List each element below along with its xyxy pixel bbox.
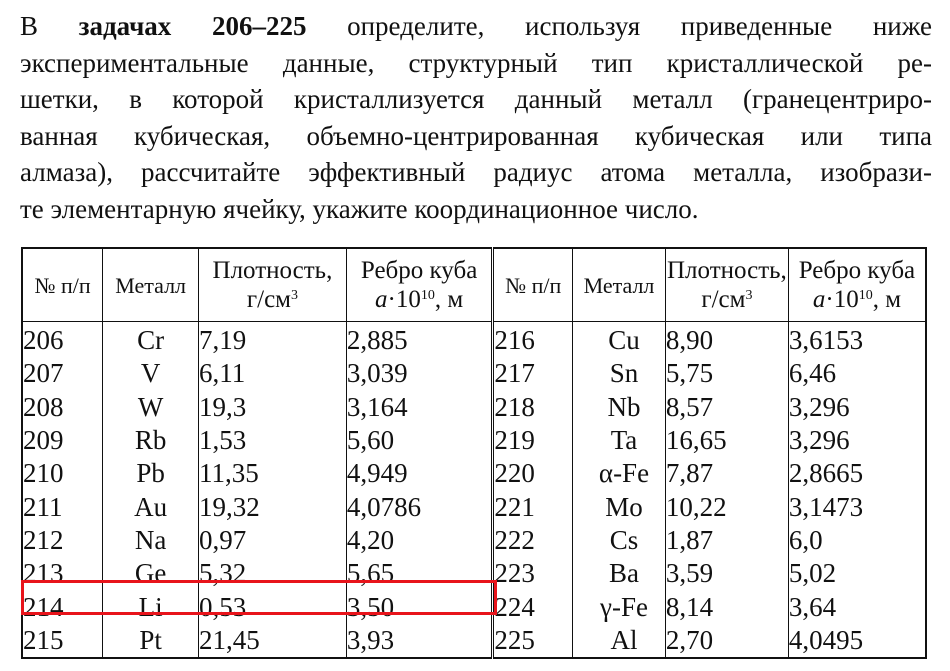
table-row: [22, 391, 926, 424]
edge-cell: 3,296: [788, 391, 926, 424]
density-cell: 1,53: [199, 424, 347, 457]
edge-cell: 4,949: [346, 457, 493, 490]
row-number: 216: [493, 322, 573, 358]
edge-cell: 4,20: [346, 524, 493, 557]
metal-cell: Au: [103, 490, 199, 523]
density-cell: 8,90: [665, 322, 788, 358]
density-cell: 19,32: [199, 490, 347, 523]
metal-cell: Pb: [103, 457, 199, 490]
paragraph-line: экспериментальные данные, структурный тип кристаллической ре-: [20, 47, 932, 78]
metal-cell: α-Fe: [573, 457, 666, 490]
density-cell: 0,97: [199, 524, 347, 557]
edge-cell: 5,02: [788, 557, 926, 590]
density-cell: 6,11: [199, 357, 347, 390]
header-metal: Металл: [103, 248, 199, 322]
edge-cell: 5,60: [346, 424, 493, 457]
header-num: № п/п: [22, 248, 103, 322]
task-paragraph: [20, 8, 932, 227]
row-number: 212: [22, 524, 103, 557]
metal-cell: Sn: [573, 357, 666, 390]
metal-cell: Cs: [573, 524, 666, 557]
edge-cell: 3,50: [346, 590, 493, 623]
metal-cell: V: [103, 357, 199, 390]
row-number: 223: [493, 557, 573, 590]
table-header-row: [22, 248, 926, 322]
paragraph-line: шетки, в которой кристаллизуется данный металл (гранецентриро-: [20, 84, 932, 114]
density-cell: 0,53: [199, 590, 347, 623]
row-number: 215: [22, 624, 103, 658]
table-row: [22, 457, 926, 490]
edge-cell: 4,0495: [788, 624, 926, 658]
header-density: Плотность, $г/см^3$: [665, 248, 788, 322]
row-number: 219: [493, 424, 573, 457]
table-row: [22, 357, 926, 390]
header-metal: Металл: [573, 248, 666, 322]
density-cell: 7,19: [199, 322, 347, 358]
density-cell: 8,14: [665, 590, 788, 623]
density-cell: 8,57: [665, 391, 788, 424]
edge-cell: 3,039: [346, 357, 493, 390]
paragraph-line: ванная кубическая, объемно-центрированная кубическая или типа: [20, 120, 932, 151]
row-number: 224: [493, 590, 573, 623]
edge-cell: 3,6153: [788, 322, 926, 358]
density-cell: 3,59: [665, 557, 788, 590]
density-cell: 21,45: [199, 624, 347, 658]
row-number: 220: [493, 457, 573, 490]
edge-cell: 3,64: [788, 590, 926, 623]
metal-cell: Pt: [103, 624, 199, 658]
row-number: 213: [22, 557, 103, 590]
density-cell: 5,75: [665, 357, 788, 390]
row-number: 218: [493, 391, 573, 424]
metal-cell: Nb: [573, 391, 666, 424]
table-row: [22, 524, 926, 557]
edge-cell: 2,885: [346, 322, 493, 358]
edge-cell: 3,296: [788, 424, 926, 457]
row-number: 210: [22, 457, 103, 490]
metal-cell: Rb: [103, 424, 199, 457]
metal-cell: Mo: [573, 490, 666, 523]
density-cell: 19,3: [199, 391, 347, 424]
row-number: 209: [22, 424, 103, 457]
table-row: [22, 557, 926, 590]
density-cell: 7,87: [665, 457, 788, 490]
row-number: 208: [22, 391, 103, 424]
row-number: 207: [22, 357, 103, 390]
metal-cell: Al: [573, 624, 666, 658]
density-cell: 10,22: [665, 490, 788, 523]
row-number: 221: [493, 490, 573, 523]
edge-cell: 3,1473: [788, 490, 926, 523]
metal-cell: W: [103, 391, 199, 424]
table-row: [22, 624, 926, 658]
edge-cell: 3,93: [346, 624, 493, 658]
paragraph-line: В задачах 206–225 определите, используя приведенные ниже: [20, 11, 932, 41]
metal-cell: Ge: [103, 557, 199, 590]
row-number: 214: [22, 590, 103, 623]
edge-cell: 5,65: [346, 557, 493, 590]
row-number: 222: [493, 524, 573, 557]
metal-cell: γ-Fe: [573, 590, 666, 623]
header-edge: Ребро куба $a\cdot 10^{10}$, м: [346, 248, 493, 322]
density-cell: 2,70: [665, 624, 788, 658]
table-row: [22, 590, 926, 623]
edge-cell: 6,0: [788, 524, 926, 557]
row-number: 211: [22, 490, 103, 523]
header-num: № п/п: [493, 248, 573, 322]
density-cell: 5,32: [199, 557, 347, 590]
row-number: 206: [22, 322, 103, 358]
row-number: 225: [493, 624, 573, 658]
density-cell: 1,87: [665, 524, 788, 557]
task-range: задачах 206–225: [78, 11, 307, 41]
header-edge: Ребро куба $a\cdot 10^{10}$, м: [788, 248, 926, 322]
paragraph-line: алмаза), рассчитайте эффективный радиус атома металла, изобрази-: [20, 157, 932, 187]
edge-cell: 2,8665: [788, 457, 926, 490]
paragraph-line: те элементарную ячейку, укажите координационное число.: [20, 193, 699, 224]
row-number: 217: [493, 357, 573, 390]
metal-cell: Ba: [573, 557, 666, 590]
table-row: [22, 424, 926, 457]
edge-cell: 6,46: [788, 357, 926, 390]
metal-cell: Cr: [103, 322, 199, 358]
metal-cell: Na: [103, 524, 199, 557]
metal-cell: Cu: [573, 322, 666, 358]
metal-cell: Li: [103, 590, 199, 623]
header-density: Плотность, $г/см^3$: [199, 248, 347, 322]
table-row: [22, 322, 926, 358]
edge-cell: 4,0786: [346, 490, 493, 523]
density-cell: 16,65: [665, 424, 788, 457]
metals-table: [21, 247, 927, 659]
metal-cell: Ta: [573, 424, 666, 457]
table-row: [22, 490, 926, 523]
density-cell: 11,35: [199, 457, 347, 490]
edge-cell: 3,164: [346, 391, 493, 424]
